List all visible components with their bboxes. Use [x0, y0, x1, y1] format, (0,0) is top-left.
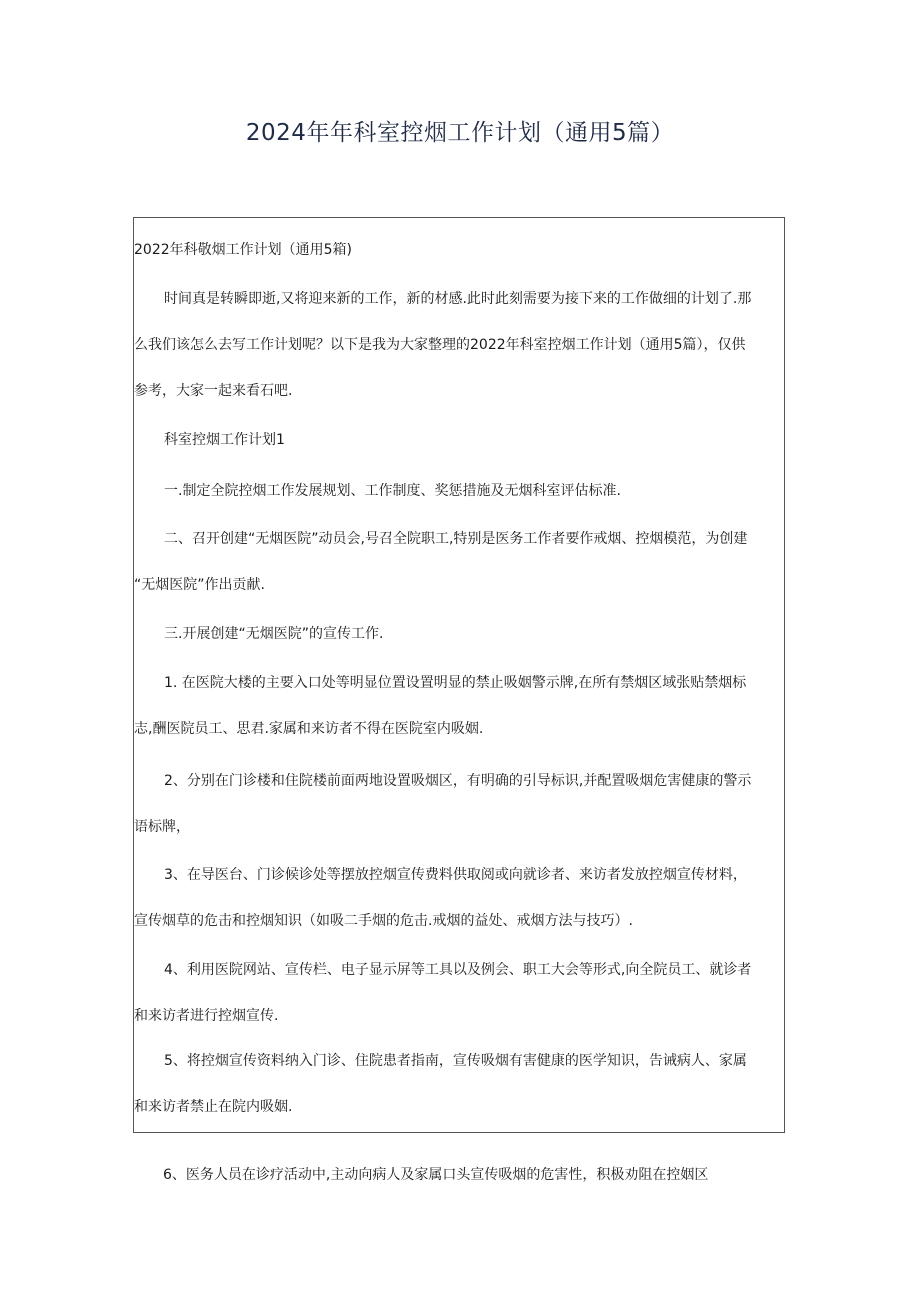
list-item — [134, 852, 786, 944]
text-line: 参考，大家一起来看石吧. — [134, 383, 293, 399]
text-line: 和来访者禁止在院内吸姻. — [134, 1099, 293, 1115]
intro-paragraph — [134, 276, 786, 414]
text-line: 宣传烟草的危击和控烟知识（如吸二手烟的危击.戒烟的益处、戒烟方法与技巧）. — [134, 913, 633, 929]
list-item — [134, 611, 786, 657]
document-title: 2024年年科室控烟工作计划（通用5篇） — [245, 120, 675, 146]
text-line: 3、在导医台、门诊候诊处等摆放控烟宣传费料供取阅或向就诊者、来访者发放控烟宣传材料， — [164, 867, 747, 883]
text-line: 4、利用医院网站、宣传栏、电子显示屏等工具以及例会、职工大会等形式,向全院员工、就诊者 — [164, 962, 752, 978]
list-item — [134, 516, 786, 608]
text-line: 志,酬医院员工、思君.家属和来访者不得在医院室内吸姻. — [134, 721, 484, 737]
document-content-box — [133, 217, 785, 1133]
list-item — [134, 660, 786, 752]
intro-heading — [134, 227, 786, 273]
text-line: 时间真是转瞬即逝,又将迎来新的工作，新的材感.此时此刻需要为接下来的工作做细的计划了.那 — [164, 291, 752, 307]
text-line: “无烟医院”作出贡献. — [134, 577, 265, 593]
text-line: 么我们该怎么去写工作计划呢？以下是我为大家整理的2022年科室控烟工作计划（通用5篇），仅供 — [134, 337, 746, 353]
text-line: 语标牌， — [134, 819, 190, 835]
list-item — [134, 1038, 786, 1130]
text-line: 2022年科敬烟工作计划（通用5箱) — [134, 242, 352, 258]
text-line: 和来访者进行控烟宣传. — [134, 1008, 279, 1024]
section-heading — [134, 417, 786, 463]
after-box-paragraph: 6、医务人员在诊疗活动中,主动向病人及家属口头宣传吸烟的危害性，积极劝阻在控姻区 — [163, 1167, 709, 1183]
text-line: 5、将控烟宣传资料纳入门诊、住院患者指南，宣传吸烟有害健康的医学知识，告诫病人、家属 — [164, 1053, 747, 1069]
list-item — [134, 947, 786, 1039]
text-line: 科室控烟工作计划1 — [164, 432, 285, 448]
text-line: 三.开展创建“无烟医院”的宣传工作. — [164, 626, 384, 642]
text-line: 1. 在医院大楼的主要入口处等明显位置设置明显的禁止吸姻警示牌,在所有禁烟区域张贴禁烟标 — [164, 675, 747, 691]
text-line: 2、分别在门诊楼和住院楼前面两地设置吸烟区，有明确的引导标识,并配置吸烟危害健康的警示 — [164, 773, 752, 789]
list-item — [134, 468, 786, 514]
list-item — [134, 758, 786, 850]
text-line: 二、召开创建“无烟医院”动员会,号召全院职工,特别是医务工作者要作戒烟、控烟模范，为创建 — [164, 531, 748, 547]
text-line: 一.制定全院控烟工作发展规划、工作制度、奖惩措施及无烟科室评估标准. — [164, 483, 621, 499]
